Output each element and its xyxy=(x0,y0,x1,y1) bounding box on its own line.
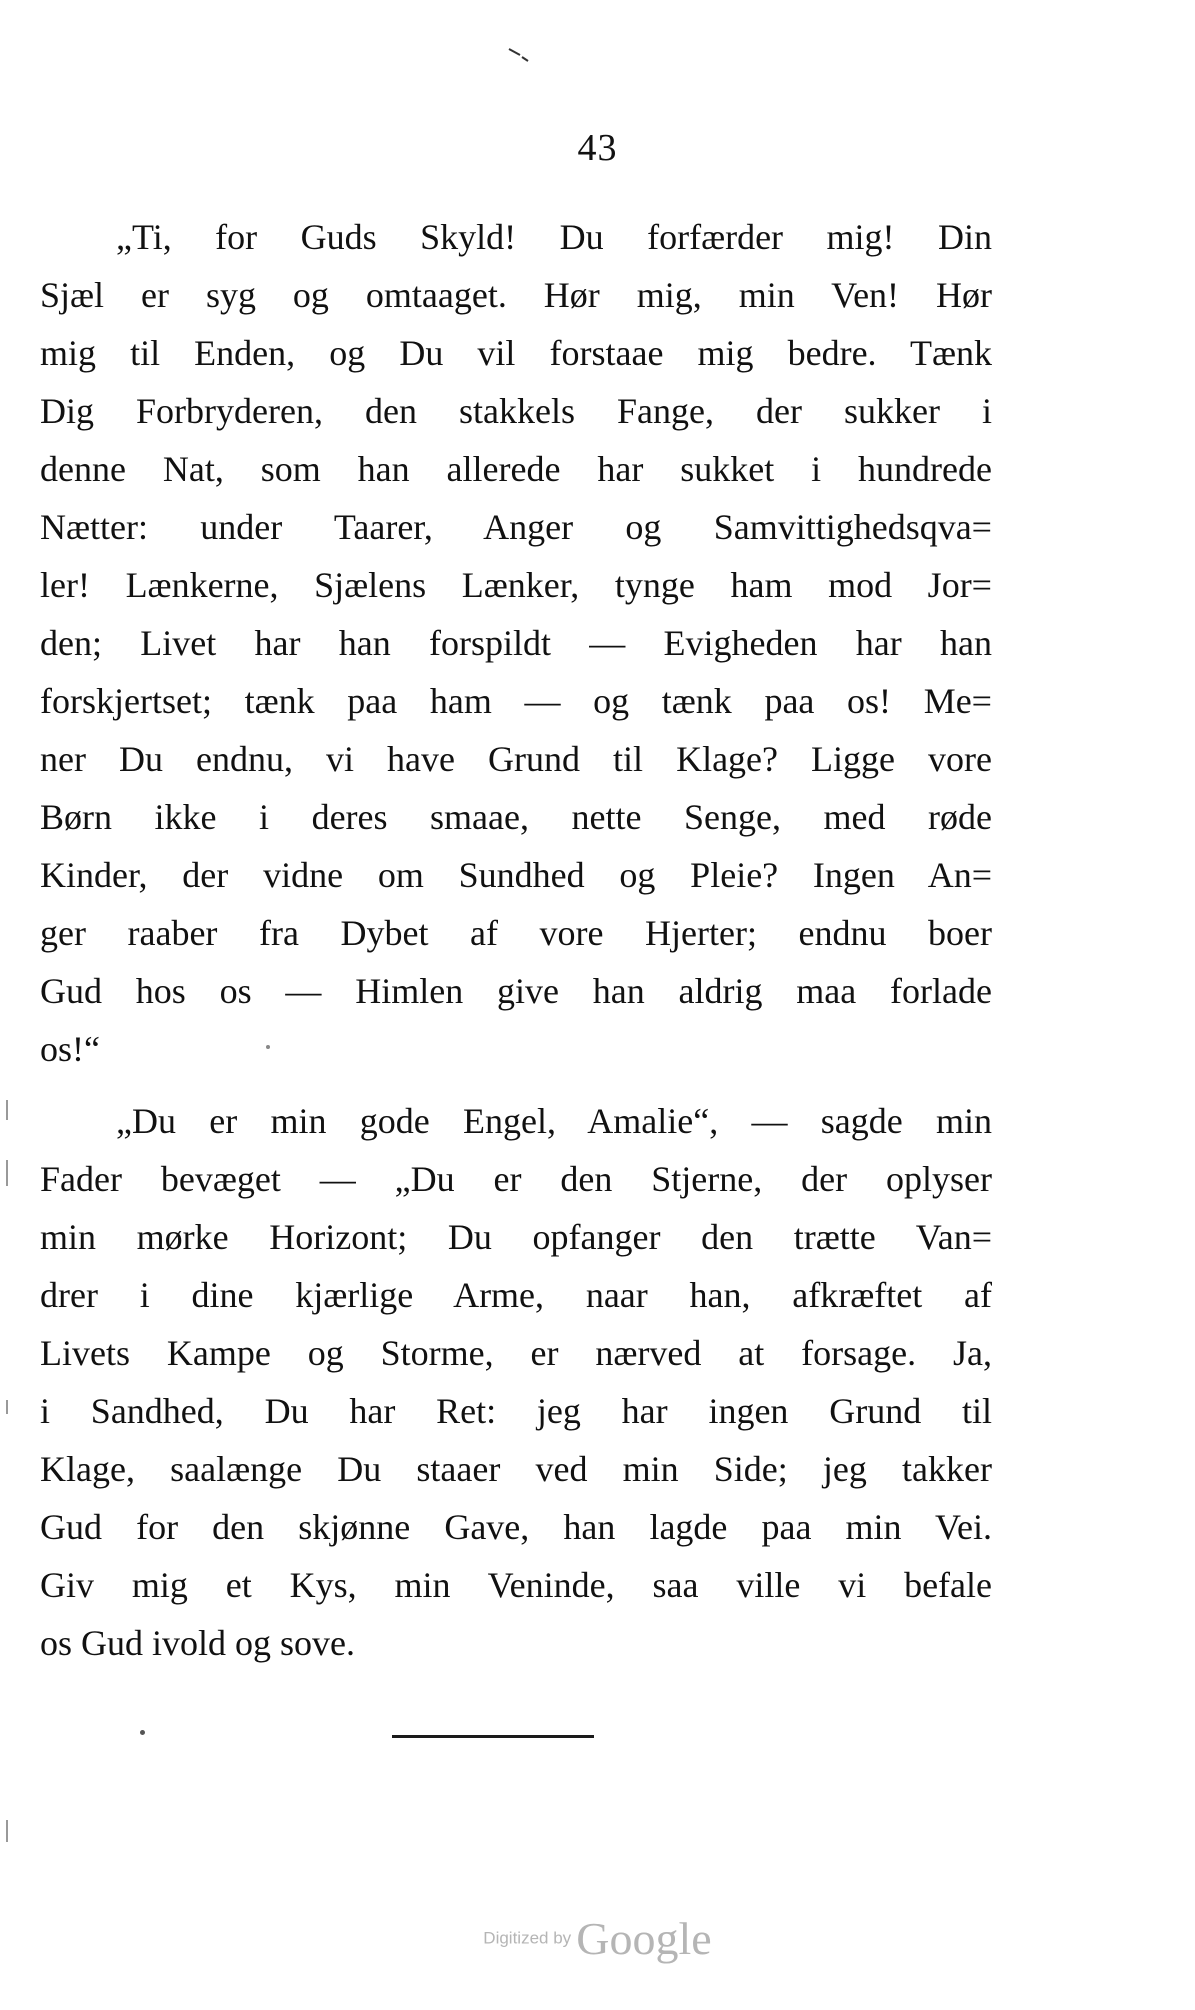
text-line: „Du er min gode Engel, Amalie“, — sagde min xyxy=(116,1101,992,1141)
margin-mark xyxy=(6,1820,8,1842)
margin-mark xyxy=(6,1400,8,1414)
text-line: Sjæl er syg og omtaaget. Hør mig, min Ven! Hør xyxy=(40,275,992,315)
text-line: Kinder, der vidne om Sundhed og Pleie? Ingen An= xyxy=(40,855,992,895)
text-line: Klage, saalænge Du staaer ved min Side; jeg takker xyxy=(40,1449,992,1489)
text-line: Børn ikke i deres smaae, nette Senge, med røde xyxy=(40,797,992,837)
google-logo: Google xyxy=(576,1913,712,1964)
text-line: Gud hos os — Himlen give han aldrig maa forlade xyxy=(40,971,992,1011)
scan-mark-icon xyxy=(508,48,530,62)
text-line: Livets Kampe og Storme, er nærved at forsage. Ja, xyxy=(40,1333,992,1373)
text-line: „Ti, for Guds Skyld! Du forfærder mig! Din xyxy=(116,217,992,257)
scan-speck xyxy=(266,1045,270,1049)
text-line: ger raaber fra Dybet af vore Hjerter; endnu boer xyxy=(40,913,992,953)
text-line: os Gud ivold og sove. xyxy=(40,1623,355,1663)
page-number: 43 xyxy=(577,127,618,169)
text-line: forskjertset; tænk paa ham — og tænk paa os! Me= xyxy=(40,681,992,721)
text-line: i Sandhed, Du har Ret: jeg har ingen Grund til xyxy=(40,1391,992,1431)
scan-speck xyxy=(140,1730,145,1735)
text-line: os!“ xyxy=(40,1029,100,1069)
margin-mark xyxy=(6,1160,8,1186)
text-line: denne Nat, som han allerede har sukket i hundrede xyxy=(40,449,992,489)
end-rule xyxy=(392,1735,594,1738)
text-line: den; Livet har han forspildt — Evigheden har han xyxy=(40,623,992,663)
text-line: mig til Enden, og Du vil forstaae mig bedre. Tænk xyxy=(40,333,992,373)
text-line: drer i dine kjærlige Arme, naar han, afkræftet af xyxy=(40,1275,992,1315)
text-line: ler! Lænkerne, Sjælens Lænker, tynge ham mod Jor= xyxy=(40,565,992,605)
digitized-by-label: Digitized by xyxy=(483,1928,572,1948)
margin-mark xyxy=(6,1100,8,1120)
text-line: Fader bevæget — „Du er den Stjerne, der oplyser xyxy=(40,1159,992,1199)
text-line: Giv mig et Kys, min Veninde, saa ville vi befale xyxy=(40,1565,992,1605)
text-line: Gud for den skjønne Gave, han lagde paa min Vei. xyxy=(40,1507,992,1547)
text-line: min mørke Horizont; Du opfanger den trætte Van= xyxy=(40,1217,992,1257)
paragraph-2 xyxy=(40,1092,992,1672)
paragraph-1 xyxy=(40,208,992,1078)
text-line: Nætter: under Taarer, Anger og Samvittighedsqva= xyxy=(40,507,992,547)
text-line: Dig Forbryderen, den stakkels Fange, der sukker i xyxy=(40,391,992,431)
digitized-watermark xyxy=(0,1912,1195,1965)
text-line: ner Du endnu, vi have Grund til Klage? Ligge vore xyxy=(40,739,992,779)
